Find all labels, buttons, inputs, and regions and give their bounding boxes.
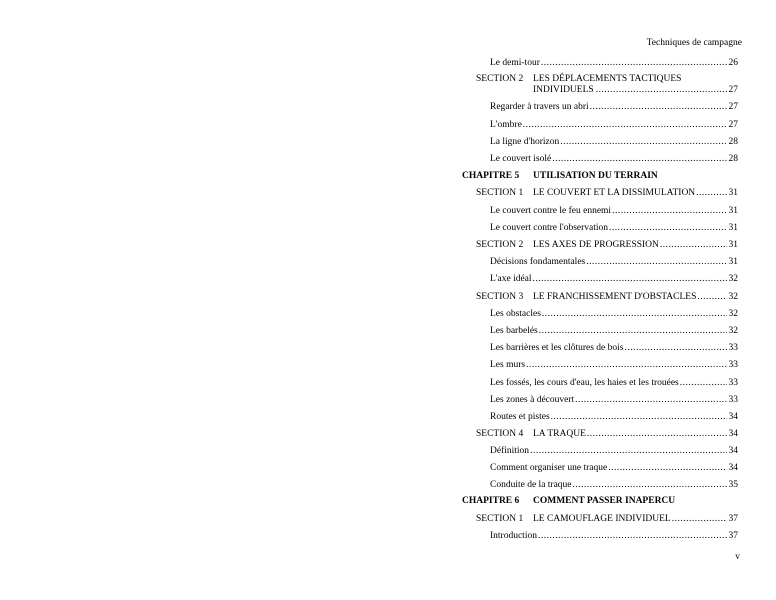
toc-entry[interactable] <box>490 480 738 491</box>
toc-entry-page: 31 <box>728 223 738 233</box>
dot-leader <box>624 343 726 354</box>
toc-entry-page: 33 <box>728 378 738 388</box>
toc-entry[interactable] <box>490 274 738 285</box>
toc-entry-page: 37 <box>728 514 738 524</box>
toc-entry-label: Les fossés, les cours d'eau, les haies et les trouées <box>490 378 679 388</box>
toc-entry-label: Les zones à découvert <box>490 395 575 405</box>
toc-entry-page: 33 <box>728 360 738 370</box>
toc-entry[interactable] <box>490 326 738 337</box>
section-number: SECTION 3 <box>476 292 524 302</box>
toc-entry[interactable] <box>490 206 738 217</box>
toc-entry-page: 31 <box>728 240 738 250</box>
toc-entry-page: 31 <box>728 188 738 198</box>
section-title-line2: INDIVIDUELS <box>533 85 594 95</box>
toc-entry-page: 27 <box>728 85 738 95</box>
toc-entry[interactable] <box>490 154 738 165</box>
toc-chapter-heading[interactable] <box>462 496 675 506</box>
toc-entry-label: Les obstacles <box>490 309 541 319</box>
toc-entry[interactable] <box>490 102 738 113</box>
section-number: SECTION 1 <box>476 188 524 198</box>
dot-leader <box>560 137 726 148</box>
toc-entry-page: 28 <box>728 137 738 147</box>
dot-leader <box>672 514 727 525</box>
dot-leader <box>542 309 727 320</box>
dot-leader <box>587 429 727 440</box>
section-title: LE FRANCHISSEMENT D'OBSTACLES <box>533 292 697 302</box>
toc-entry[interactable] <box>490 120 738 131</box>
toc-entry-label: Définition <box>490 446 530 456</box>
toc-entry-label: Les murs <box>490 360 526 370</box>
toc-entry-label: Le couvert isolé <box>490 154 552 164</box>
toc-entry-label: Regarder à travers un abri <box>490 102 589 112</box>
toc-entry[interactable] <box>490 531 738 542</box>
dot-leader <box>608 463 726 474</box>
toc-section-entry[interactable] <box>476 240 738 251</box>
toc-entry-label: Routes et pistes <box>490 412 550 422</box>
toc-entry-page: 33 <box>728 343 738 353</box>
toc-section-entry[interactable] <box>476 292 738 303</box>
toc-entry-page: 26 <box>728 58 738 68</box>
section-title-line1: LES DÉPLACEMENTS TACTIQUES <box>533 74 682 84</box>
dot-leader <box>575 395 726 406</box>
dot-leader <box>533 274 727 285</box>
toc-entry-label: Décisions fondamentales <box>490 257 586 267</box>
dot-leader <box>573 480 727 491</box>
dot-leader <box>590 102 727 113</box>
page-number: v <box>735 552 740 562</box>
toc-entry[interactable] <box>490 223 738 234</box>
section-title: LES AXES DE PROGRESSION <box>533 240 659 250</box>
dot-leader <box>696 188 726 199</box>
toc-entry-page: 34 <box>728 412 738 422</box>
section-title: LE COUVERT ET LA DISSIMULATION <box>533 188 696 198</box>
dot-leader <box>530 446 726 457</box>
toc-entry-label: L'axe idéal <box>490 274 532 284</box>
toc-entry-page: 31 <box>728 257 738 267</box>
toc-entry-label: Le couvert contre l'observation <box>490 223 609 233</box>
toc-entry-page: 34 <box>728 463 738 473</box>
toc-entry-label: Le demi-tour <box>490 58 540 68</box>
dot-leader <box>523 120 727 131</box>
toc-entry-page: 27 <box>728 120 738 130</box>
section-number: SECTION 2 <box>476 240 524 250</box>
toc-chapter-heading[interactable] <box>462 171 658 181</box>
toc-section-entry[interactable] <box>476 74 738 96</box>
toc-entry-label: Le couvert contre le feu ennemi <box>490 206 612 216</box>
section-number: SECTION 4 <box>476 429 524 439</box>
toc-entry[interactable] <box>490 378 738 389</box>
dot-leader <box>538 531 727 542</box>
dot-leader <box>680 378 727 389</box>
section-number: SECTION 2 <box>476 74 524 84</box>
dot-leader <box>552 154 726 165</box>
toc-entry[interactable] <box>490 412 738 423</box>
toc-entry-label: Conduite de la traque <box>490 480 572 490</box>
toc-entry-label: Introduction <box>490 531 537 541</box>
toc-entry-label: Comment organiser une traque <box>490 463 608 473</box>
toc-entry-page: 32 <box>728 274 738 284</box>
toc-entry[interactable] <box>490 137 738 148</box>
dot-leader <box>551 412 727 423</box>
toc-entry-page: 37 <box>728 531 738 541</box>
toc-entry-page: 32 <box>728 326 738 336</box>
toc-entry[interactable] <box>490 309 738 320</box>
page-header-title: Techniques de campagne <box>646 38 742 48</box>
toc-entry[interactable] <box>490 360 738 371</box>
section-title: LA TRAQUE <box>533 429 586 439</box>
section-number: SECTION 1 <box>476 514 524 524</box>
toc-entry-label: Les barrières et les clôtures de bois <box>490 343 624 353</box>
dot-leader <box>609 223 726 234</box>
chapter-title: UTILISATION DU TERRAIN <box>533 171 658 181</box>
chapter-number: CHAPITRE 5 <box>462 171 520 181</box>
dot-leader <box>612 206 726 217</box>
toc-entry[interactable] <box>490 343 738 354</box>
toc-entry-page: 35 <box>728 480 738 490</box>
dot-leader <box>541 58 727 69</box>
toc-section-entry[interactable] <box>476 514 738 525</box>
dot-leader <box>596 85 727 96</box>
toc-entry-label: Les barbelés <box>490 326 538 336</box>
dot-leader <box>586 257 726 268</box>
toc-entry-page: 32 <box>728 309 738 319</box>
dot-leader <box>660 240 727 251</box>
toc-section-entry[interactable] <box>476 429 738 440</box>
toc-entry-page: 32 <box>728 292 738 302</box>
dot-leader <box>539 326 727 337</box>
dot-leader <box>697 292 726 303</box>
toc-entry[interactable] <box>490 395 738 406</box>
toc-entry-page: 31 <box>728 206 738 216</box>
toc-entry-page: 28 <box>728 154 738 164</box>
toc-entry[interactable] <box>490 446 738 457</box>
toc-section-entry[interactable] <box>476 188 738 199</box>
toc-entry-page: 27 <box>728 102 738 112</box>
toc-entry[interactable] <box>490 463 738 474</box>
chapter-title: COMMENT PASSER INAPERCU <box>533 496 676 506</box>
dot-leader <box>526 360 726 371</box>
section-title: LE CAMOUFLAGE INDIVIDUEL <box>533 514 671 524</box>
chapter-number: CHAPITRE 6 <box>462 496 520 506</box>
toc-entry[interactable] <box>490 257 738 268</box>
toc-entry-page: 33 <box>728 395 738 405</box>
toc-entry-label: L'ombre <box>490 120 522 130</box>
toc-entry-page: 34 <box>728 446 738 456</box>
toc-entry-label: La ligne d'horizon <box>490 137 560 147</box>
toc-entry[interactable] <box>490 58 738 69</box>
toc-entry-page: 34 <box>728 429 738 439</box>
